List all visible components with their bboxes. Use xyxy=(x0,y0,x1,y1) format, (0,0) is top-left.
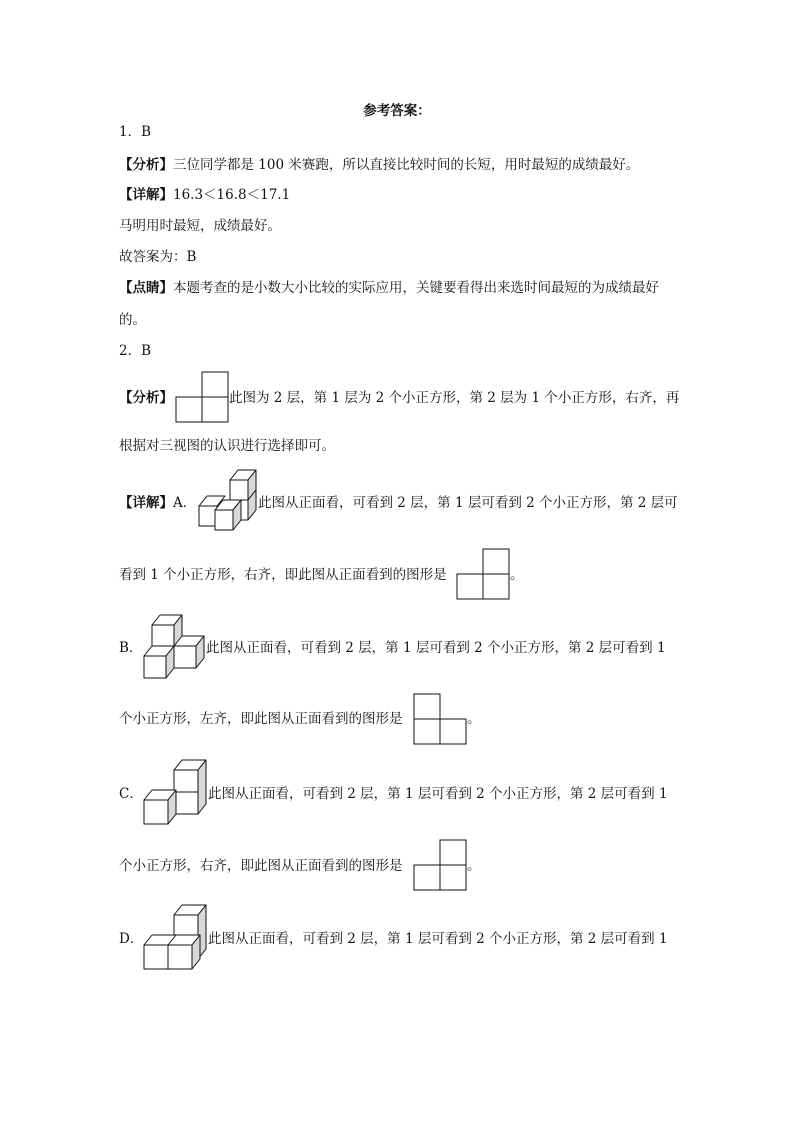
option-a-cont: 看到 1 个小正方形，右齐，即此图从正面看到的图形是 xyxy=(119,567,447,583)
option-b-text: 此图从正面看，可看到 2 层，第 1 层可看到 2 个小正方形，第 2 层可看到 1 xyxy=(206,640,666,656)
q1-number: 1．B xyxy=(119,124,152,140)
q1-answer: 故答案为：B xyxy=(119,249,197,265)
point-tag: 【点睛】 xyxy=(119,280,173,296)
option-a-cube-figure xyxy=(197,468,259,532)
option-c-front-view-figure xyxy=(413,839,467,891)
option-b-label: B． xyxy=(119,640,143,656)
q2-analysis-text: 此图为 2 层，第 1 层为 2 个小正方形，第 2 层为 1 个小正方形，右齐，再 xyxy=(229,390,680,406)
analysis-tag: 【分析】 xyxy=(119,390,173,406)
option-c-cont: 个小正方形，右齐，即此图从正面看到的图形是 xyxy=(119,858,403,874)
q1-detail xyxy=(119,186,290,204)
option-c-label: C． xyxy=(119,786,143,802)
option-c-text: 此图从正面看，可看到 2 层，第 1 层可看到 2 个小正方形，第 2 层可看到 1 xyxy=(208,786,668,802)
option-d-cube-figure xyxy=(142,903,210,971)
q1-analysis xyxy=(119,156,639,174)
q1-point-cont: 的。 xyxy=(119,312,146,328)
q2-analysis xyxy=(119,389,173,407)
q2-analysis-cont: 根据对三视图的认识进行选择即可。 xyxy=(119,438,335,454)
q1-point xyxy=(119,279,659,297)
front-view-right-figure xyxy=(175,371,231,423)
q1-point-text: 本题考查的是小数大小比较的实际应用，关键要看得出来选时间最短的为成绩最好 xyxy=(173,280,659,296)
analysis-tag: 【分析】 xyxy=(119,157,173,173)
q1-analysis-text: 三位同学都是 100 米赛跑，所以直接比较时间的长短，用时最短的成绩最好。 xyxy=(173,157,640,173)
detail-tag: 【详解】 xyxy=(119,187,173,203)
page-title: 参考答案： xyxy=(363,103,431,119)
period: 。 xyxy=(510,567,524,583)
q1-detail-text: 16.3＜16.8＜17.1 xyxy=(173,187,291,203)
option-a-front-view-figure xyxy=(456,548,510,600)
period: 。 xyxy=(467,711,481,727)
option-b-front-view-figure xyxy=(413,693,467,745)
detail-tag: 【详解】 xyxy=(119,495,173,511)
period: 。 xyxy=(467,858,481,874)
q1-line2: 马明用时最短，成绩最好。 xyxy=(119,218,281,234)
option-a-label: A． xyxy=(173,495,197,511)
option-a-text: 此图从正面看，可看到 2 层，第 1 层可看到 2 个小正方形，第 2 层可 xyxy=(258,495,678,511)
q2-number: 2．B xyxy=(119,343,152,359)
option-d-label: D． xyxy=(119,931,144,947)
option-c-cube-figure xyxy=(142,758,210,826)
q2-detail-a xyxy=(119,494,196,512)
option-b-cube-figure xyxy=(142,612,208,680)
option-b-cont: 个小正方形，左齐，即此图从正面看到的图形是 xyxy=(119,711,403,727)
option-d-text: 此图从正面看，可看到 2 层，第 1 层可看到 2 个小正方形，第 2 层可看到 1 xyxy=(208,931,668,947)
